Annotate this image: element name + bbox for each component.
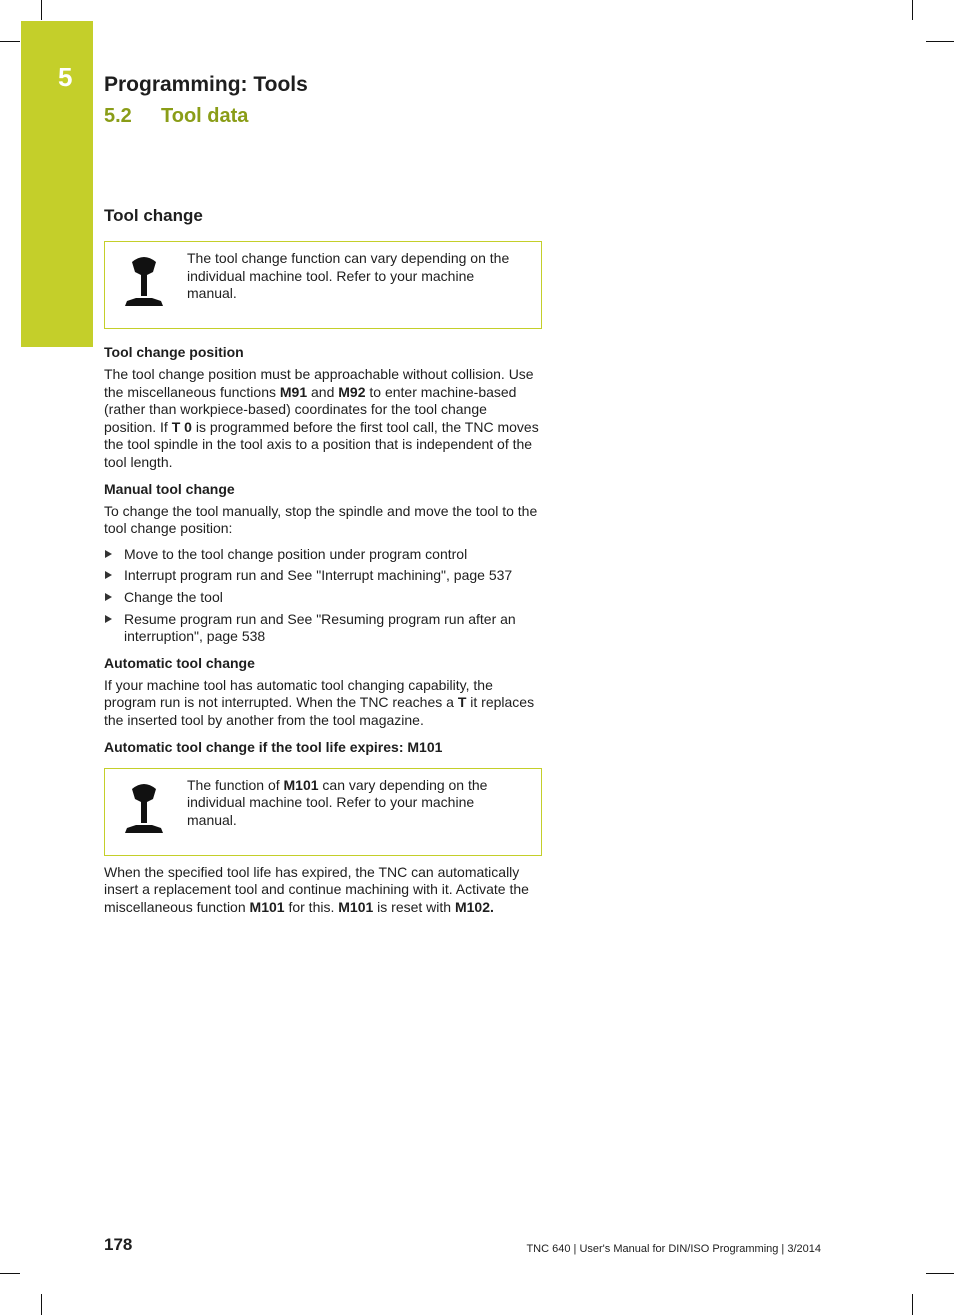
crop-mark (41, 0, 42, 20)
crop-mark (926, 1273, 954, 1274)
arrow-bullet-icon (105, 593, 112, 601)
main-content (104, 205, 542, 924)
list-item: Interrupt program run and See "Interrupt machining", page 537 (104, 567, 542, 585)
list-item: Resume program run and See "Resuming program run after an interruption", page 538 (104, 611, 542, 646)
subheading-tool-change-position: Tool change position (104, 344, 244, 360)
crop-mark (926, 41, 954, 42)
page-heading: Tool change (104, 206, 203, 225)
section-title: Tool data (161, 105, 249, 127)
paragraph-m101: When the specified tool life has expired, the TNC can automatically insert a replacement tool and continue machining with it. Activate the miscellaneous function M101 for this. M101 is reset with M102. (104, 863, 529, 915)
crop-mark (912, 1294, 913, 1315)
chapter-tab (21, 21, 93, 347)
note-box (104, 768, 542, 856)
page-number: 178 (104, 1235, 133, 1254)
crop-mark (912, 0, 913, 20)
subheading-automatic-tool-change: Automatic tool change (104, 654, 255, 671)
crop-mark (41, 1294, 42, 1315)
footer-text: TNC 640 | User's Manual for DIN/ISO Programming | 3/2014 (526, 1243, 821, 1255)
note-text: The tool change function can vary depending on the individual machine tool. Refer to your machine manual. (187, 250, 510, 302)
paragraph-automatic: If your machine tool has automatic tool changing capability, the program run is not interrupted. When the TNC reaches a T it replaces the inserted tool by another from the tool magazine. (104, 676, 535, 728)
list-item: Change the tool (104, 589, 542, 607)
paragraph-tool-change-position: The tool change position must be approachable without collision. Use the miscellaneous functions M91 and M92 to enter machine-based (rather than workpiece-based) coordinates for the tool change position. If T 0 is programmed before the first tool call, the TNC moves the tool spindle in the tool axis to a position that is independent of the tool length. (104, 366, 539, 470)
note-box (104, 241, 542, 329)
chapter-number: 5 (58, 62, 73, 92)
list-item: Move to the tool change position under program control (104, 546, 542, 564)
section-number: 5.2 (104, 105, 132, 127)
subheading-manual-tool-change: Manual tool change (104, 480, 235, 497)
chapter-title: Programming: Tools (104, 73, 308, 96)
machine-manual-icon (123, 254, 165, 313)
note-text: The function of M101 can vary depending on the individual machine tool. Refer to your machine manual. (187, 776, 488, 828)
subheading-m101: Automatic tool change if the tool life expires: M101 (104, 738, 443, 755)
machine-manual-icon (123, 781, 165, 840)
arrow-bullet-icon (105, 615, 112, 623)
steps-list (104, 546, 542, 646)
crop-mark (0, 41, 20, 42)
paragraph-manual-intro: To change the tool manually, stop the spindle and move the tool to the tool change position: (104, 502, 538, 537)
crop-mark (0, 1273, 20, 1274)
section-heading (104, 103, 249, 129)
arrow-bullet-icon (105, 571, 112, 579)
arrow-bullet-icon (105, 550, 112, 558)
